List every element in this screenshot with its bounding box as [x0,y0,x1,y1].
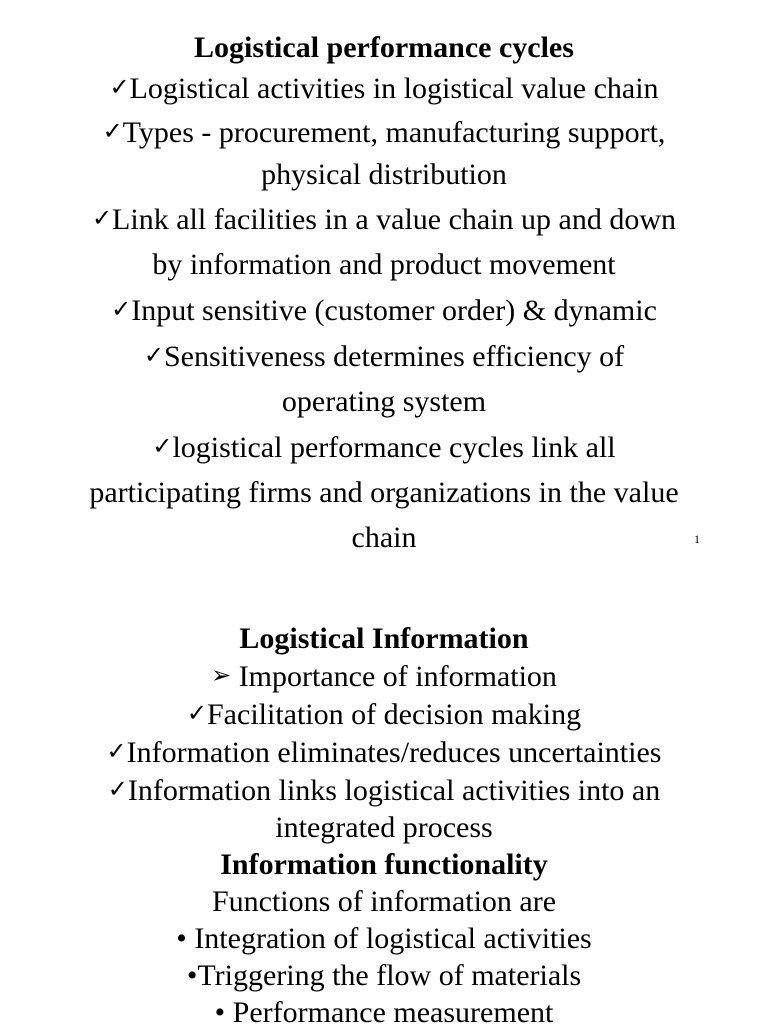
list-item-text: Link all facilities in a value chain up and down [112,203,677,236]
list-item-text: Sensitiveness determines efficiency of [163,340,625,373]
arrow-bullet-icon: ➢ [211,661,232,689]
list-item-text: participating firms and organizations in the value [89,476,679,509]
checkmark-icon: ✓ [102,117,123,145]
list-item-continuation [0,379,768,424]
slide-title: Logistical Information [239,622,529,655]
list-item-text: integrated process [275,811,493,844]
checkmark-icon: ✓ [152,432,173,460]
list-item-text: Triggering the flow of materials [197,959,582,992]
section-subtitle: Information functionality [220,848,548,881]
list-item [0,424,768,470]
bullet-icon: • [176,922,187,955]
list-item-text: Information eliminates/reduces uncertainties [126,736,662,769]
list-item-text: Importance of information [238,660,557,693]
list-item [0,196,768,242]
list-item [0,66,768,110]
list-item [0,771,768,809]
checkmark-icon: ✓ [111,295,132,323]
slide-title: Logistical performance cycles [194,31,574,64]
checkmark-icon: ✓ [109,73,130,101]
list-item-text: Information links logistical activities into an [127,774,661,807]
checkmark-icon: ✓ [186,699,207,727]
list-item-text: physical distribution [261,158,507,191]
list-item-text: Types - procurement, manufacturing support, [122,116,666,149]
page-number: 1 [694,532,700,546]
slide-logistical-information [0,620,768,1031]
bullet-icon: • [214,996,226,1029]
list-item-text: by information and product movement [152,248,616,281]
list-item-text: Performance measurement [232,996,554,1029]
list-item [0,920,768,957]
intro-text: Functions of information are [211,885,557,918]
list-item-text: logistical performance cycles link all [172,431,616,464]
list-item-continuation [0,809,768,846]
list-item-text: Logistical activities in logistical value chain [129,72,659,105]
list-item-continuation [0,515,768,560]
checkmark-icon: ✓ [91,204,113,232]
checkmark-icon: ✓ [143,341,164,369]
list-item [0,110,768,154]
list-item [0,733,768,771]
slide-logistical-performance-cycles [0,30,768,560]
checkmark-icon: ✓ [106,737,127,765]
list-item-text: Facilitation of decision making [207,698,582,731]
bullet-icon: • [186,959,198,992]
list-item-text: Integration of logistical activities [194,922,592,955]
list-item [0,657,768,695]
list-item-continuation [0,242,768,287]
list-item [0,695,768,733]
list-item-continuation [0,154,768,196]
list-item-text: Input sensitive (customer order) & dynamic [131,294,657,327]
list-item [0,957,768,994]
checkmark-icon: ✓ [107,775,128,803]
list-item-text: chain [351,521,417,554]
list-item-text: operating system [281,385,487,418]
list-item [0,287,768,333]
list-item-continuation [0,470,768,515]
list-item [0,333,768,379]
list-item [0,994,768,1031]
